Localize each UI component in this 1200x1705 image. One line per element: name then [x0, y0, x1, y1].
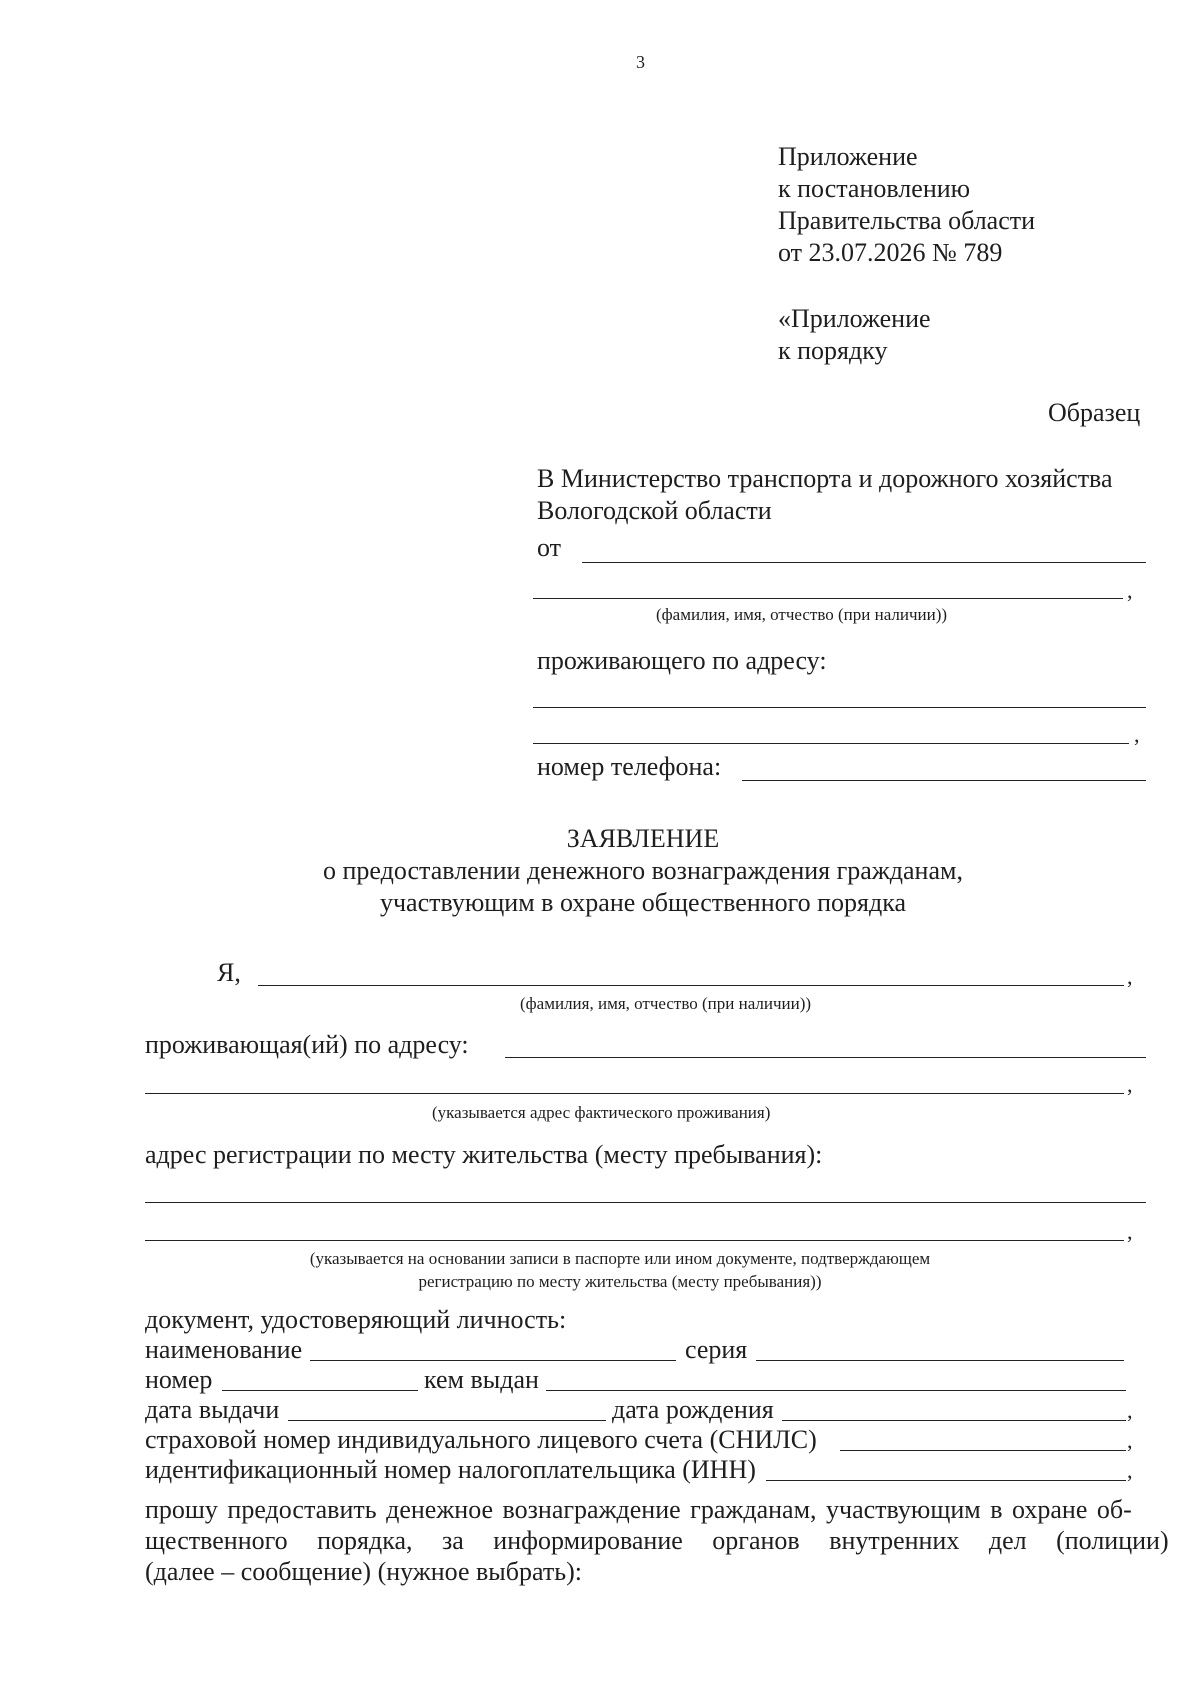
comma: , — [1127, 964, 1133, 989]
document-subtitle-2: участвующим в охране общественного порядка — [379, 888, 907, 917]
doc-number-line[interactable] — [222, 1390, 418, 1391]
i-label: Я, — [217, 958, 241, 987]
comma: , — [1127, 1398, 1133, 1423]
registration-hint-2: регистрацию по месту жительства (месту пребывания)) — [418, 1272, 822, 1291]
appendix-line-3: Правительства области — [778, 206, 1036, 235]
issued-by-line[interactable] — [546, 1390, 1126, 1391]
appendix-line-1: Приложение — [778, 142, 918, 171]
series-label: серия — [685, 1335, 748, 1364]
residing-line-1[interactable] — [505, 1057, 1146, 1058]
address-line-1[interactable] — [533, 707, 1146, 708]
request-line-1: прошу предоставить денежное вознаграждение гражданам, участвующим в охране об- — [145, 1495, 1132, 1524]
issue-date-line[interactable] — [288, 1420, 606, 1421]
applicant-fio-hint: (фамилия, имя, отчество (при наличии)) — [520, 994, 812, 1013]
addressee-line-1: В Министерство транспорта и дорожного хозяйства — [537, 464, 1113, 493]
comma: , — [1127, 578, 1133, 603]
from-fio-line-2[interactable] — [533, 598, 1123, 599]
appendix-order-line-2: к порядку — [778, 336, 888, 365]
registration-line-2[interactable] — [145, 1240, 1124, 1241]
request-line-3: (далее – сообщение) (нужное выбрать): — [145, 1557, 582, 1586]
issued-by-label: кем выдан — [424, 1365, 539, 1394]
sample-label: Образец — [1048, 398, 1141, 427]
registration-label: адрес регистрации по месту жительства (месту пребывания): — [145, 1140, 823, 1169]
comma: , — [1127, 1072, 1133, 1097]
inn-line[interactable] — [766, 1480, 1126, 1481]
registration-line-1[interactable] — [145, 1202, 1146, 1203]
comma: , — [1127, 1428, 1133, 1453]
page-number: 3 — [636, 52, 645, 72]
series-line[interactable] — [756, 1360, 1124, 1361]
registration-hint-1: (указывается на основании записи в паспорте или ином документе, подтверждающем — [309, 1249, 931, 1268]
addressee-line-2: Вологодской области — [537, 496, 772, 525]
address-line-2[interactable] — [533, 743, 1129, 744]
residing-line-2[interactable] — [145, 1093, 1124, 1094]
fio-hint: (фамилия, имя, отчество (при наличии)) — [656, 605, 948, 624]
issue-date-label: дата выдачи — [145, 1395, 280, 1424]
from-fio-line-1[interactable] — [582, 562, 1146, 563]
birth-date-label: дата рождения — [612, 1395, 774, 1424]
identity-heading: документ, удостоверяющий личность: — [145, 1305, 567, 1334]
doc-name-line[interactable] — [310, 1360, 676, 1361]
birth-date-line[interactable] — [782, 1420, 1126, 1421]
document-title: ЗАЯВЛЕНИЕ — [566, 824, 720, 853]
appendix-order-line-1: «Приложение — [778, 304, 931, 333]
comma: , — [1127, 1458, 1133, 1483]
snils-line[interactable] — [840, 1450, 1126, 1451]
residing-label: проживающая(ий) по адресу: — [145, 1030, 469, 1059]
doc-name-label: наименование — [145, 1335, 303, 1364]
phone-label: номер телефона: — [537, 752, 722, 781]
appendix-line-2: к постановлению — [778, 174, 971, 203]
from-label: от — [537, 533, 562, 562]
comma: , — [1127, 1219, 1133, 1244]
applicant-fio-line[interactable] — [258, 985, 1124, 986]
inn-label: идентификационный номер налогоплательщика (ИНН) — [145, 1455, 756, 1484]
doc-number-label: номер — [145, 1365, 213, 1394]
address-label: проживающего по адресу: — [537, 646, 827, 675]
request-line-2: щественного порядка, за информирование органов внутренних дел (полиции) — [145, 1526, 1169, 1555]
document-subtitle-1: о предоставлении денежного вознаграждения гражданам, — [323, 856, 963, 885]
comma: , — [1134, 722, 1140, 747]
snils-label: страховой номер индивидуального лицевого счета (СНИЛС) — [145, 1425, 817, 1454]
phone-line[interactable] — [742, 780, 1146, 781]
appendix-line-4: от 23.07.2026 № 789 — [778, 238, 1003, 267]
actual-address-hint: (указывается адрес фактического проживания) — [432, 1103, 771, 1122]
